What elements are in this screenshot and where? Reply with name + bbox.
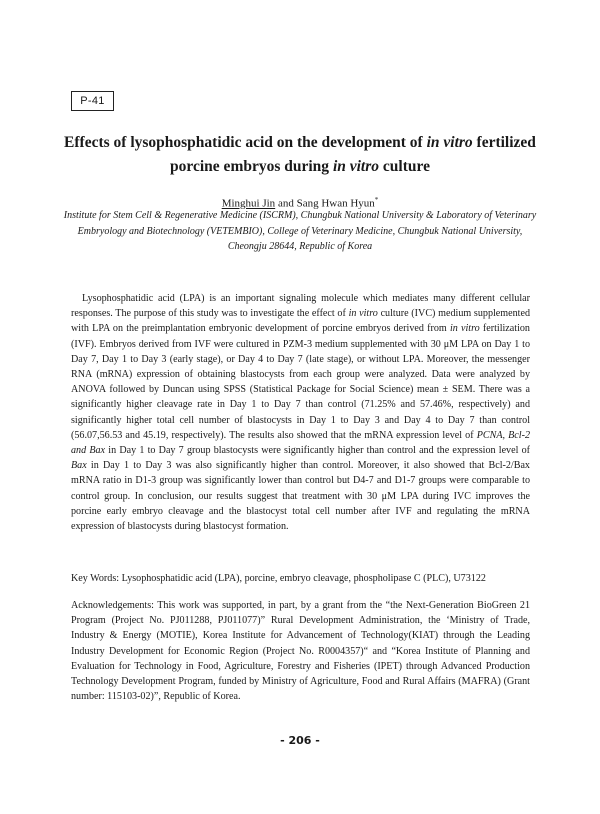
abstract-italic-4: Bax: [71, 460, 87, 472]
title-line2-text: porcine embryos during: [170, 158, 330, 175]
keywords: Key Words: Lysophosphatidic acid (LPA), porcine, embryo cleavage, phospholipase C (PLC), U73122: [71, 573, 486, 584]
acknowledgements: Acknowledgements: This work was supported, in part, by a grant from the “the Next-Generation BioGreen 21 Program (Project No. PJ011288, PJ011077)” Rural Development Administration, the ‘Ministry of Trade, Industry & Energy (MOTIE), Korea Institute for Advancement of Technology(KIAT) through the Leading Industry Development for Economic Region (Project No. R0004357)“ and “Korea Institute of Planning and Evaluation for Technology in Food, Agriculture, Forestry and Fisheries (IPET) through Advanced Production Technology Development Program, funded by Ministry of Agriculture, Food and Rural Affairs (MAFRA) (Grant number: 115103-02)”, Republic of Korea.: [71, 600, 530, 703]
corresponding-mark: *: [374, 196, 379, 204]
abstract-text-3: fertilization (IVF). Embryos derived from IVF were cultured in PZM-3 medium supplemented with 30 μM LPA on Day 1 to Day 7, Day 1 to Day 3 (early stage), or Day 4 to Day 7 (late stage), or without LPA. Moreover, the messenger RNA (mRNA) expression of obtaining blastocysts from each group were analyzed. Data were analyzed by ANOVA followed by Duncan using SPSS (Statistical Package for Social Science) mean ± SEM. There was a significantly higher cleavage rate in Day 1 to Day 7 than control (71.25% and 57.46%, respectively) and significantly higher total cell number of blastocysts in Day 1 to Day 3 and Day 4 to Day 7 than control (56.07,56.53 and 45.19, respectively). The results also showed that the mRNA expression level of: [71, 323, 530, 441]
title-line1-text: Effects of lysophosphatidic acid on the development of: [64, 134, 423, 151]
abstract-text-1: Lysophosphatidic acid (LPA) is an important signaling molecule which mediates many different cellular responses. The purpose of this study was to investigate the effect of: [71, 293, 530, 320]
title-line1-end: fertilized: [476, 134, 536, 151]
author-first: Minghui Jin: [221, 197, 276, 210]
abstract-text-5: in Day 1 to Day 3 was also significantly higher than control. Moreover, it also showed that Bcl-2/Bax mRNA ratio in D1-3 group was significantly lower than control but D4-7 and D1-7 groups were comparable to control group. In conclusion, our results suggest that treatment with 30 μM LPA during IVC improves the porcine early embryo cleavage and the blastocyst total cell number after IVF and regulating the mRNA expression of blastocysts during blastocyst formation.: [71, 460, 530, 533]
title-line2-end: culture: [382, 158, 430, 175]
title-line1-italic: in vitro: [426, 134, 473, 151]
abstract-text-2: culture (IVC) medium supplemented with LPA on the preimplantation embryonic development of porcine embryos derived from: [71, 308, 530, 335]
author-conjunction: and: [277, 197, 294, 210]
affiliation: Institute for Stem Cell & Regenerative Medicine (ISCRM), Chungbuk National University & Laboratory of Veterinary Embryology and Biotechnology (VETEMBIO), College of Veterinary Medicine, Chungbuk National University, Cheongju 28644, Republic of Korea: [63, 210, 537, 253]
abstract-body: [71, 291, 530, 534]
abstract-italic-1: in vitro: [348, 308, 378, 320]
abstract-italic-2: in vitro: [449, 323, 480, 335]
paper-title: [40, 131, 560, 179]
author-corresponding: Sang Hwan Hyun: [296, 197, 375, 210]
title-line2-italic: in vitro: [332, 158, 380, 175]
abstract-italic-3: PCNA, Bcl-2 and Bax: [71, 429, 531, 457]
poster-id-badge: P-41: [71, 91, 114, 111]
page-number: - 206 -: [280, 734, 320, 747]
abstract-text-4: in Day 1 to Day 7 group blastocysts were significantly higher than control and the expression level of: [108, 445, 530, 457]
